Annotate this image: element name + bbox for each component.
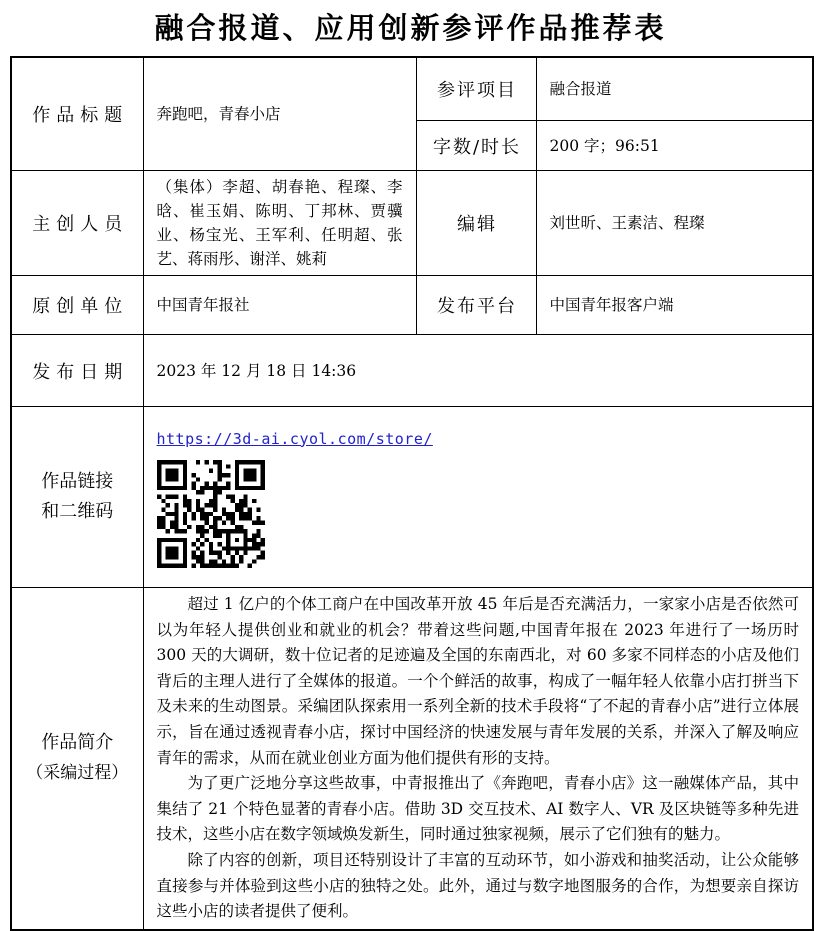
link-qr-label-line2: 和二维码 [41,501,114,522]
work-title-label: 作品标题 [11,57,143,171]
page-title: 融合报道、应用创新参评作品推荐表 [154,11,667,45]
work-link[interactable]: https://3d-ai.cyol.com/store/ [156,429,433,448]
creators-label: 主创人员 [11,171,143,276]
intro-paragraph-2: 为了更广泛地分享这些故事，中青报推出了《奔跑吧，青春小店》这一融媒体产品，其中集结了 21 个特色显著的青春小店。借助 3D 交互技术、AI 数字人、VR 及区块链等多种先进技术，这些小店在数字领域焕发新生，同时通过独家视频，展示了它们独有的魅力。 [156,774,799,844]
recommendation-table [10,56,814,931]
platform-label: 发布平台 [416,276,536,335]
publish-date-label: 发布日期 [11,335,143,407]
intro-label [11,588,143,930]
intro-text [143,588,813,930]
intro-paragraph-3: 除了内容的创新，项目还特别设计了丰富的互动环节，如小游戏和抽奖活动，让公众能够直接参与并体验到这些小店的独特之处。此外，通过与数字地图服务的合作，为想要亲自探访这些小店的读者提供了便利。 [156,850,799,921]
intro-label-line1: 作品简介 [41,732,114,754]
row-original-unit [11,276,813,335]
creators-value: （集体）李超、胡春艳、程璨、李晗、崔玉娟、陈明、丁邦林、贾骥业、杨宝光、王军利、任明超、张艺、蒋雨彤、谢洋、姚莉 [143,171,416,276]
editors-label: 编辑 [416,171,536,276]
qr-code-icon [157,460,265,568]
word-count-value: 200 字；96:51 [536,121,813,171]
row-publish-date [11,335,813,407]
entry-category-value: 融合报道 [536,57,813,121]
entry-category-label: 参评项目 [416,57,536,121]
link-qr-label [11,407,143,588]
platform-value: 中国青年报客户端 [536,276,813,335]
original-unit-label: 原创单位 [11,276,143,335]
original-unit-value: 中国青年报社 [143,276,416,335]
link-qr-label-line1: 作品链接 [41,471,114,492]
word-count-label: 字数/时长 [416,121,536,171]
intro-label-line2: （采编过程） [26,763,129,784]
work-title-value: 奔跑吧，青春小店 [143,57,416,171]
intro-paragraph-1: 超过 1 亿户的个体工商户在中国改革开放 45 年后是否充满活力，一家家小店是否依然可以为年轻人提供创业和就业的机会？带着这些问题,中国青年报在 2023 年进行了一场历时 300 天的大调研，数十位记者的足迹遍及全国的东南西北，对 60 多家不同样态的小店及他们背后的主理人进行了全媒体的报道。一个个鲜活的故事，构成了一幅年轻人依靠小店打拼当下及未来的生动图景。采编团队探索用一系列全新的技术手段将“了不起的青春小店”进行立体展示，旨在通过透视青春小店，探讨中国经济的快速发展与青年发展的关系，并深入了解及响应青年的需求，从而在就业创业方面为他们提供有形的支持。 [156,595,799,767]
row-creators [11,171,813,276]
editors-value: 刘世昕、王素洁、程璨 [536,171,813,276]
link-qr-cell [143,407,813,588]
row-link-qr [11,407,813,588]
publish-date-value: 2023 年 12 月 18 日 14:36 [143,335,813,407]
row-intro [11,588,813,930]
row-work-title [11,57,813,121]
